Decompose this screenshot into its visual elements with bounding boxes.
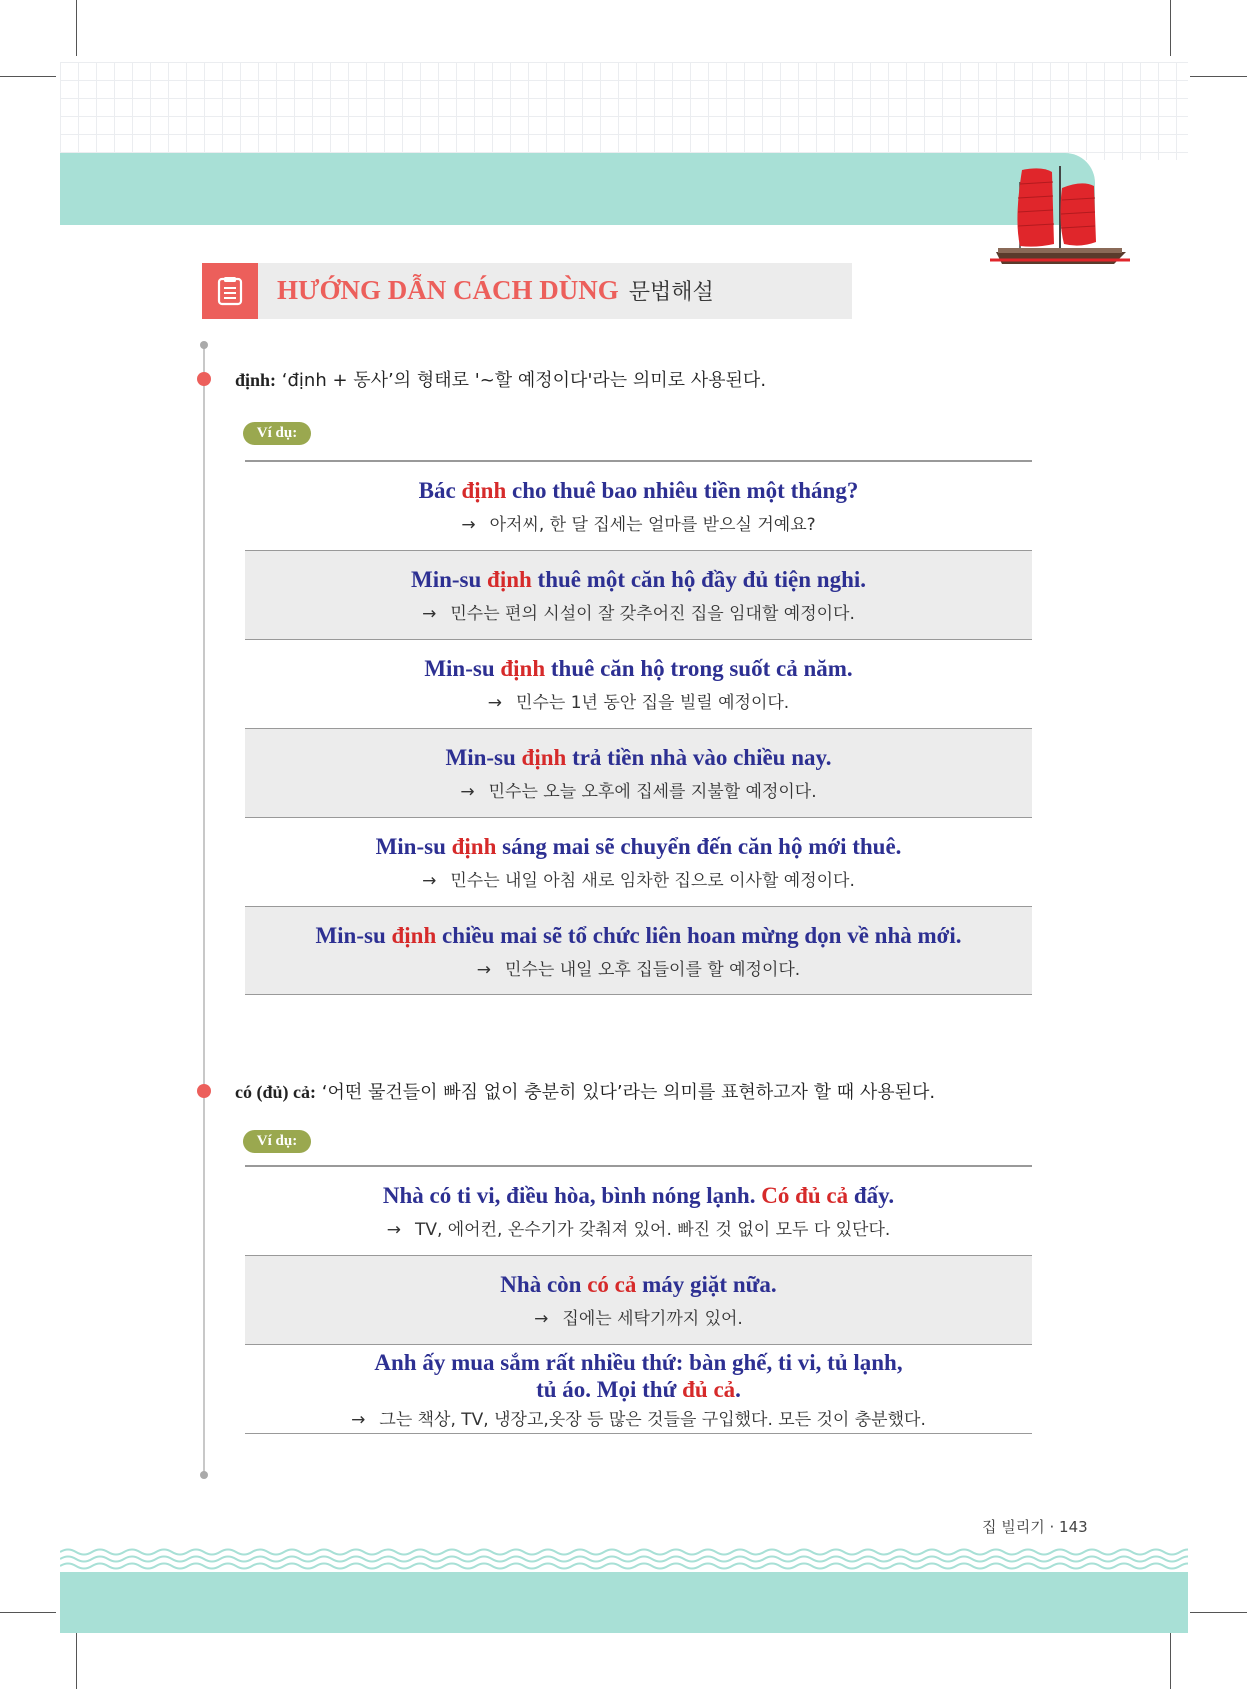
timeline-end-dot (200, 341, 208, 349)
page-number (982, 1516, 1088, 1537)
crop-mark (1190, 1612, 1247, 1613)
arrow-icon: → (534, 1309, 549, 1329)
example-badge: Ví dụ: (243, 1130, 311, 1153)
example-ko: → 아저씨, 한 달 집세는 얼마를 받으실 거예요? (461, 515, 816, 535)
arrow-icon: → (351, 1409, 366, 1430)
example-table (245, 1165, 1032, 1434)
page-number-value: 143 (1059, 1518, 1088, 1536)
arrow-icon: → (460, 782, 475, 802)
crop-mark (0, 1612, 56, 1613)
page-title-ko: 문법해설 (628, 280, 714, 305)
example-row (245, 818, 1032, 907)
timeline-line (203, 345, 205, 1475)
example-vi: Min-su định thuê căn hộ trong suốt cả năm. (424, 656, 853, 681)
example-vi: Nhà còn có cả máy giặt nữa. (500, 1272, 777, 1297)
example-row (245, 907, 1032, 995)
example-vi: Min-su định sáng mai sẽ chuyển đến căn hộ mới thuê. (375, 834, 902, 859)
example-vi: Min-su định trả tiền nhà vào chiều nay. (445, 745, 832, 770)
arrow-icon: → (461, 515, 476, 535)
section-heading (235, 366, 766, 392)
crop-mark (1170, 0, 1171, 56)
example-vi: Bác định cho thuê bao nhiêu tiền một tháng? (418, 478, 859, 503)
crop-mark (76, 1632, 77, 1689)
arrow-icon: → (487, 693, 503, 713)
arrow-icon: → (422, 604, 437, 624)
section-description: ‘어떤 물건들이 빠짐 없이 충분히 있다’라는 의미를 표현하고자 할 때 사용된다. (321, 1082, 936, 1103)
example-ko: → TV, 에어컨, 온수기가 갖춰져 있어. 빠진 것 없이 모두 다 있단다. (386, 1220, 891, 1240)
section-description: ‘định + 동사’의 형태로 '~할 예정이다'라는 의미로 사용된다. (281, 370, 767, 391)
section-term: có (đủ) cả: (235, 1082, 316, 1102)
example-ko: → 민수는 1년 동안 집을 빌릴 예정이다. (487, 693, 790, 713)
page-title-vi: HƯỚNG DẪN CÁCH DÙNG (277, 275, 619, 305)
example-ko: → 민수는 내일 아침 새로 임차한 집으로 이사할 예정이다. (422, 871, 855, 891)
document-list-icon (202, 263, 258, 319)
example-row (245, 640, 1032, 729)
example-ko: → 민수는 내일 오후 집들이를 할 예정이다. (476, 959, 801, 980)
section-title-bar (202, 263, 852, 319)
example-row (245, 551, 1032, 640)
section-term: định: (235, 370, 277, 390)
example-badge: Ví dụ: (243, 422, 311, 445)
arrow-icon: → (476, 959, 492, 980)
wave-footer (60, 1548, 1188, 1633)
example-ko: → 민수는 편의 시설이 잘 갖추어진 집을 임대할 예정이다. (422, 604, 855, 624)
chapter-name: 집 빌리기 · (982, 1518, 1055, 1536)
crop-mark (1190, 76, 1247, 77)
arrow-icon: → (422, 871, 437, 891)
example-row (245, 462, 1032, 551)
example-row (245, 1167, 1032, 1256)
timeline-end-dot (200, 1471, 208, 1479)
example-row (245, 1345, 1032, 1434)
page-title (277, 275, 714, 306)
example-table (245, 460, 1032, 995)
section-bullet (197, 372, 211, 386)
crop-mark (76, 0, 77, 56)
example-ko: → 민수는 오늘 오후에 집세를 지불할 예정이다. (460, 782, 817, 802)
grid-background (60, 62, 1188, 160)
crop-mark (0, 76, 56, 77)
example-row (245, 729, 1032, 818)
example-ko: → 집에는 세탁기까지 있어. (534, 1309, 743, 1329)
example-vi: Anh ấy mua sắm rất nhiều thứ: bàn ghế, ti vi, tủ lạnh, tủ áo. Mọi thứ đủ cả. (374, 1349, 903, 1402)
example-vi: Min-su định chiều mai sẽ tổ chức liên hoan mừng dọn về nhà mới. (315, 922, 962, 948)
crop-mark (1170, 1632, 1171, 1689)
example-vi: Min-su định thuê một căn hộ đầy đủ tiện nghi. (410, 567, 867, 592)
boat-illustration (990, 160, 1130, 272)
section-heading (235, 1078, 935, 1104)
section-bullet (197, 1084, 211, 1098)
arrow-icon: → (386, 1220, 401, 1240)
example-row (245, 1256, 1032, 1345)
example-vi: Nhà có ti vi, điều hòa, bình nóng lạnh. Có đủ cả đấy. (382, 1183, 895, 1208)
header-band (60, 153, 1095, 225)
example-ko: → 그는 책상, TV, 냉장고,옷장 등 많은 것들을 구입했다. 모든 것이 충분했다. (351, 1409, 926, 1430)
